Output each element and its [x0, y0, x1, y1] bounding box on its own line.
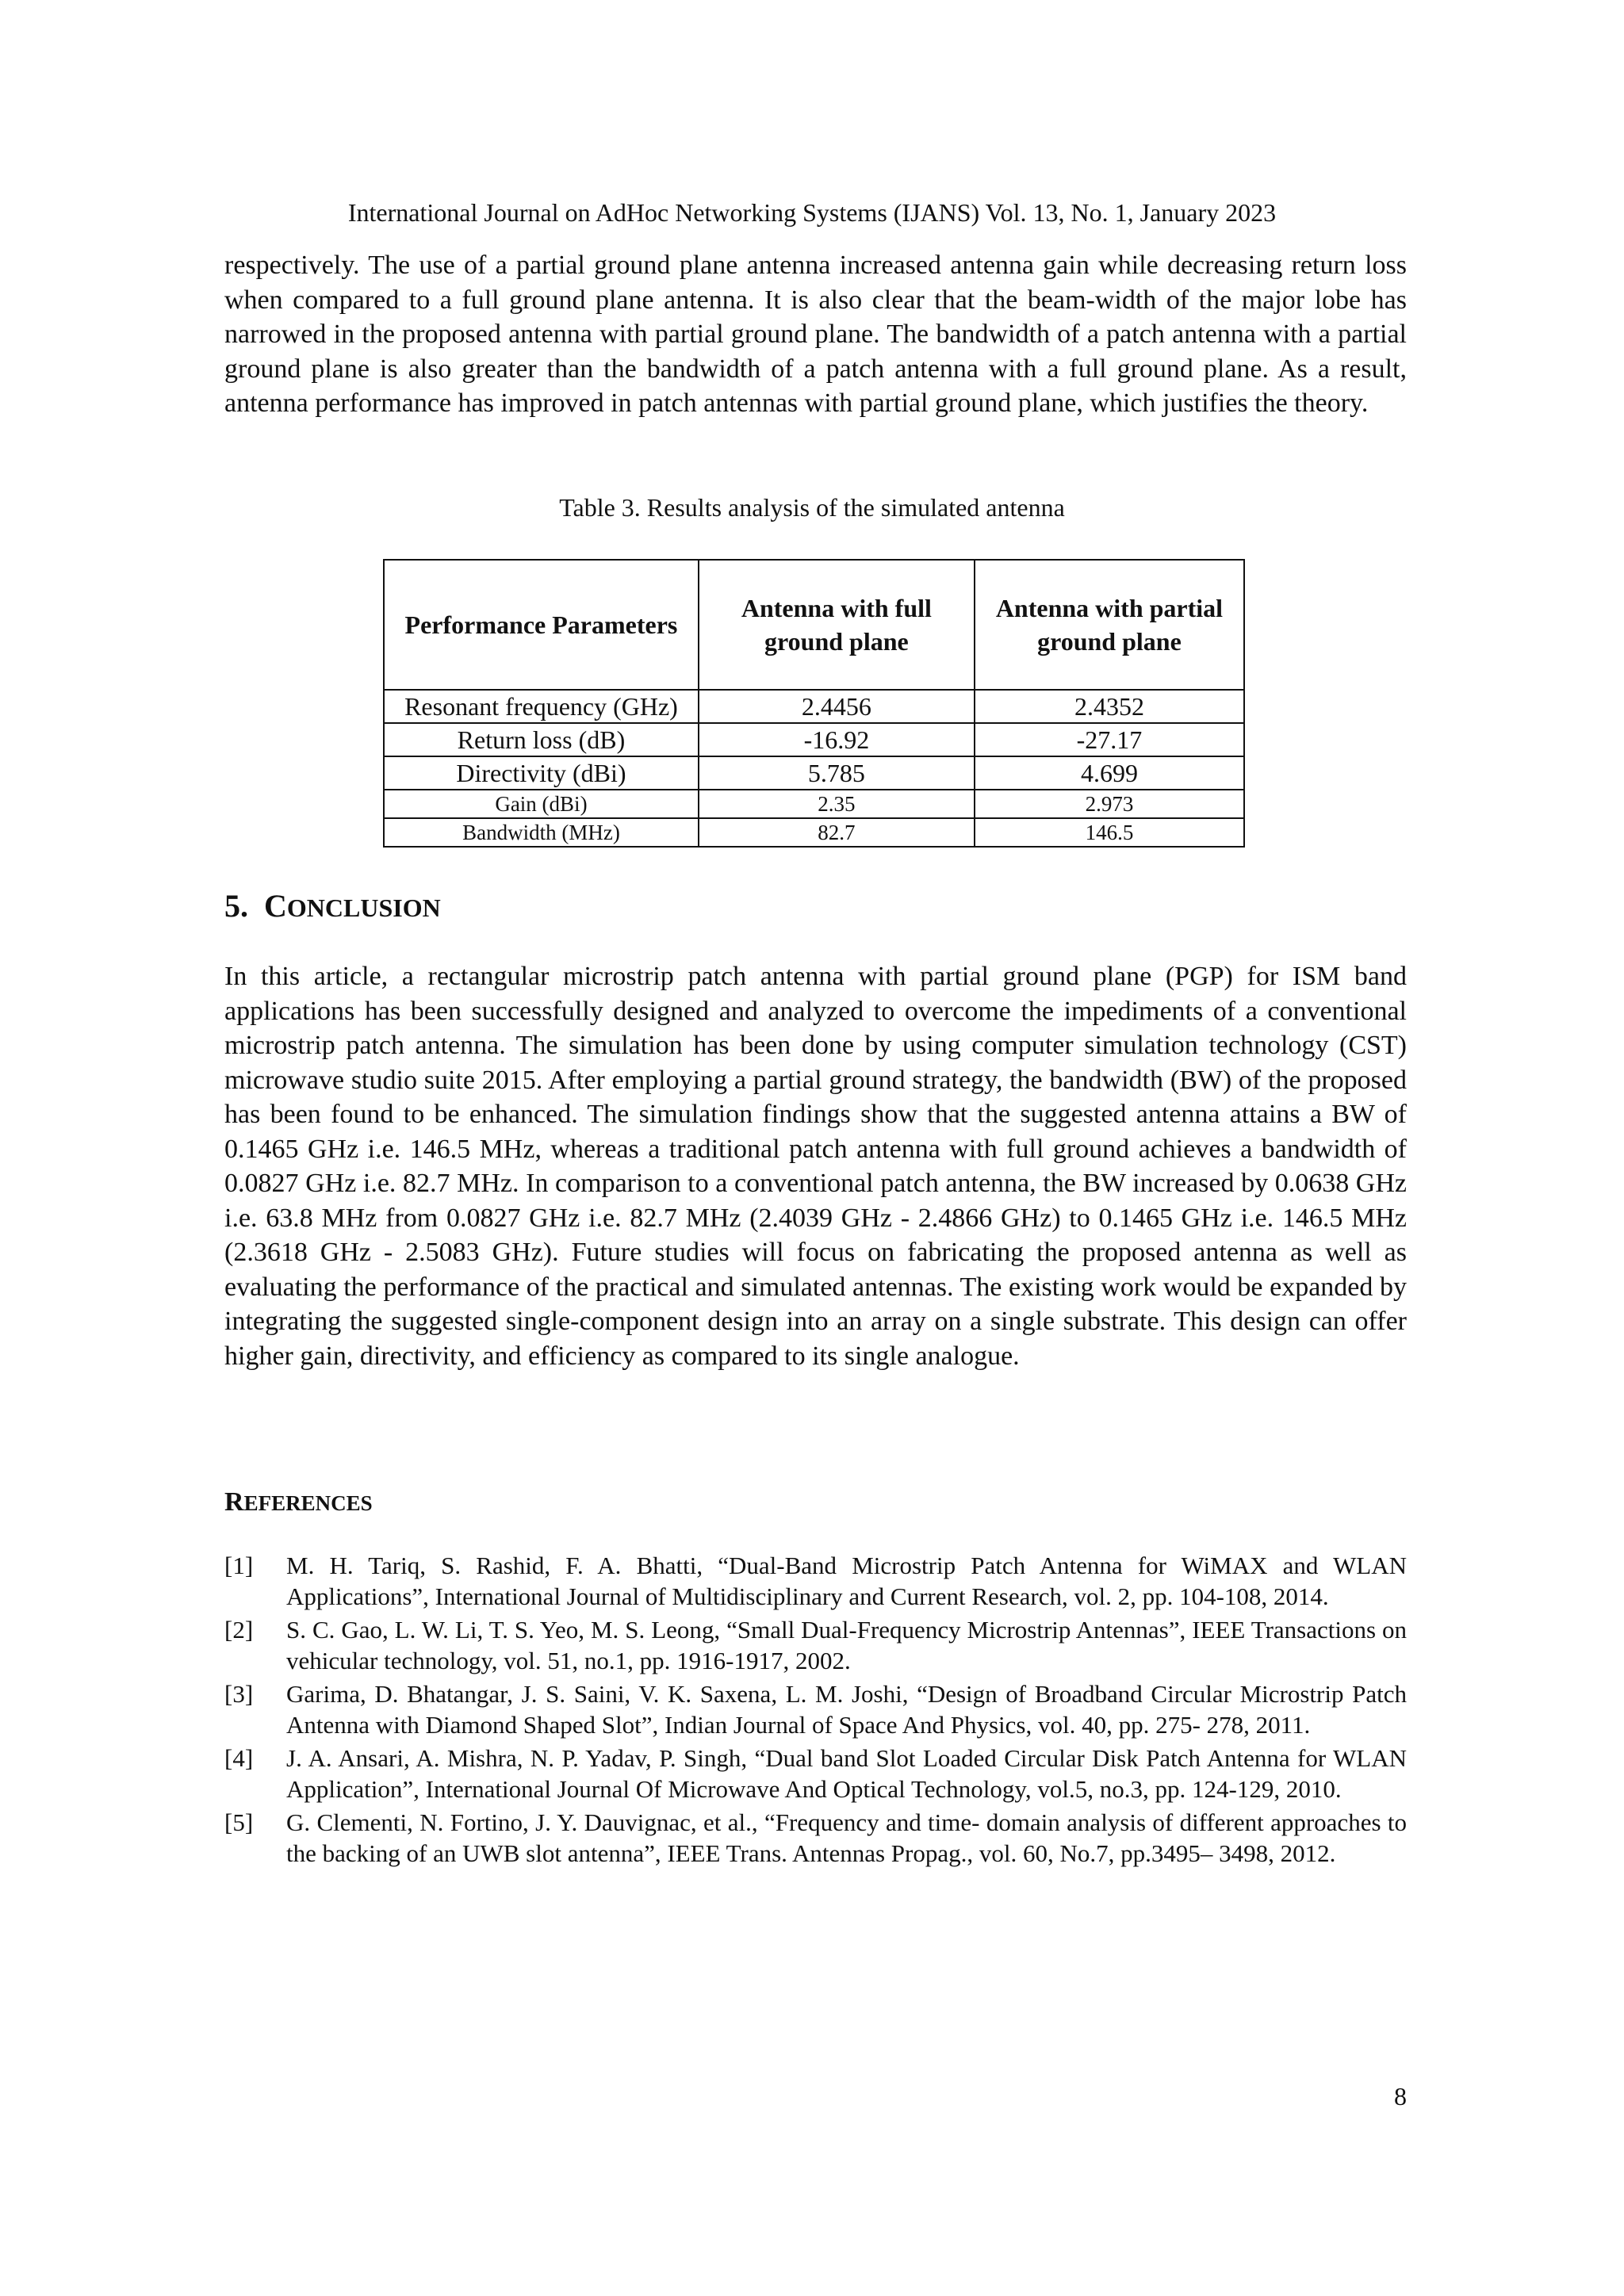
header-cell-full-ground: [699, 560, 975, 690]
page-number: 8: [1394, 2082, 1407, 2110]
reference-text: Garima, D. Bhatangar, J. S. Saini, V. K. Saxena, L. M. Joshi, “Design of Broadband Circular Microstrip Patch Antenna with Diamond Shaped Slot”, Indian Journal of Space And Physics, vol. 40, pp. 275- 278, 2011.: [286, 1680, 1407, 1739]
table-row: [384, 790, 1244, 818]
header-cell-parameters: Performance Parameters: [384, 560, 699, 690]
table-header-row: [384, 560, 1244, 690]
table-row: [384, 723, 1244, 756]
header-text-full-ground: Antenna with full ground plane: [741, 594, 932, 656]
section-number: 5.: [224, 888, 248, 924]
conclusion-heading: [224, 886, 441, 928]
table-cell: Bandwidth (MHz): [384, 818, 699, 847]
table-row: [384, 818, 1244, 847]
reference-text: J. A. Ansari, A. Mishra, N. P. Yadav, P. Singh, “Dual band Slot Loaded Circular Disk Patch Antenna for WLAN Application”, International Journal Of Microwave And Optical Technology, vol.5, no.3, pp. 124-129, 2010.: [286, 1744, 1407, 1803]
table-cell: -16.92: [699, 723, 975, 756]
references-heading: [224, 1485, 373, 1521]
conclusion-paragraph: In this article, a rectangular microstrip patch antenna with partial ground plane (PGP) for ISM band applications has been successfully designed and analyzed to overcome the impediments of a conventional microstrip patch antenna. The simulation has been done by using computer simulation technology (CST) microwave studio suite 2015. After employing a partial ground strategy, the bandwidth (BW) of the proposed has been found to be enhanced. The simulation findings show that the suggested antenna attains a BW of 0.1465 GHz i.e. 146.5 MHz, whereas a traditional patch antenna with full ground achieves a bandwidth of 0.0827 GHz i.e. 82.7 MHz. In comparison to a conventional patch antenna, the BW increased by 0.0638 GHz i.e. 63.8 MHz from 0.0827 GHz i.e. 82.7 MHz (2.4039 GHz - 2.4866 GHz) to 0.1465 GHz i.e. 146.5 MHz (2.3618 GHz - 2.5083 GHz). Future studies will focus on fabricating the proposed antenna as well as evaluating the performance of the practical and simulated antennas. The existing work would be expanded by integrating the suggested single-component design into an array on a single substrate. This design can offer higher gain, directivity, and efficiency as compared to its single analogue.: [224, 962, 1407, 1371]
reference-number: [3]: [224, 1680, 254, 1708]
table-cell: 2.4456: [699, 690, 975, 723]
reference-item: [224, 1678, 1407, 1740]
table-row: [384, 690, 1244, 723]
reference-text: S. C. Gao, L. W. Li, T. S. Yeo, M. S. Leong, “Small Dual-Frequency Microstrip Antennas”, IEEE Transactions on vehicular technology, vol. 51, no.1, pp. 1916-1917, 2002.: [286, 1616, 1407, 1674]
reference-item: [224, 1743, 1407, 1804]
section-title-rest: ONCLUSION: [286, 894, 441, 922]
references-title-initial: R: [224, 1487, 244, 1517]
table-cell: 82.7: [699, 818, 975, 847]
header-cell-partial-ground: [975, 560, 1244, 690]
reference-item: [224, 1614, 1407, 1676]
table-cell: Return loss (dB): [384, 723, 699, 756]
reference-item: [224, 1807, 1407, 1869]
reference-number: [2]: [224, 1616, 254, 1644]
reference-item: [224, 1550, 1407, 1612]
table-cell: Directivity (dBi): [384, 756, 699, 790]
reference-number: [5]: [224, 1808, 254, 1836]
table-cell: Resonant frequency (GHz): [384, 690, 699, 723]
table-cell: Gain (dBi): [384, 790, 699, 818]
table-cell: 2.4352: [975, 690, 1244, 723]
reference-text: M. H. Tariq, S. Rashid, F. A. Bhatti, “Dual-Band Microstrip Patch Antenna for WiMAX and WLAN Applications”, International Journal of Multidisciplinary and Current Research, vol. 2, pp. 104-108, 2014.: [286, 1552, 1407, 1610]
table-cell: 146.5: [975, 818, 1244, 847]
table-row: [384, 756, 1244, 790]
table-caption: Table 3. Results analysis of the simulated antenna: [559, 493, 1065, 522]
intro-paragraph: respectively. The use of a partial ground plane antenna increased antenna gain while decreasing return loss when compared to a full ground plane antenna. It is also clear that the beam-width of the major lobe has narrowed in the proposed antenna with partial ground plane. The bandwidth of a patch antenna with a partial ground plane is also greater than the bandwidth of a patch antenna with a full ground plane. As a result, antenna performance has improved in patch antennas with partial ground plane, which justifies the theory.: [224, 251, 1407, 418]
reference-number: [4]: [224, 1744, 254, 1772]
running-header: International Journal on AdHoc Networking Systems (IJANS) Vol. 13, No. 1, January 2023: [347, 198, 1277, 227]
reference-number: [1]: [224, 1552, 254, 1579]
table-cell: 5.785: [699, 756, 975, 790]
results-table: [383, 559, 1245, 848]
reference-text: G. Clementi, N. Fortino, J. Y. Dauvignac, et al., “Frequency and time- domain analysis of different approaches to the backing of an UWB slot antenna”, IEEE Trans. Antennas Propag., vol. 60, No.7, pp.3495– 3498, 2012.: [286, 1808, 1407, 1867]
references-title-rest: EFERENCES: [243, 1491, 373, 1515]
header-text-partial-ground: Antenna with partial ground plane: [995, 594, 1224, 656]
section-title-initial: C: [264, 888, 287, 924]
table-cell: 2.973: [975, 790, 1244, 818]
table-cell: 4.699: [975, 756, 1244, 790]
table-cell: 2.35: [699, 790, 975, 818]
table-cell: -27.17: [975, 723, 1244, 756]
references-list: [224, 1550, 1407, 1871]
